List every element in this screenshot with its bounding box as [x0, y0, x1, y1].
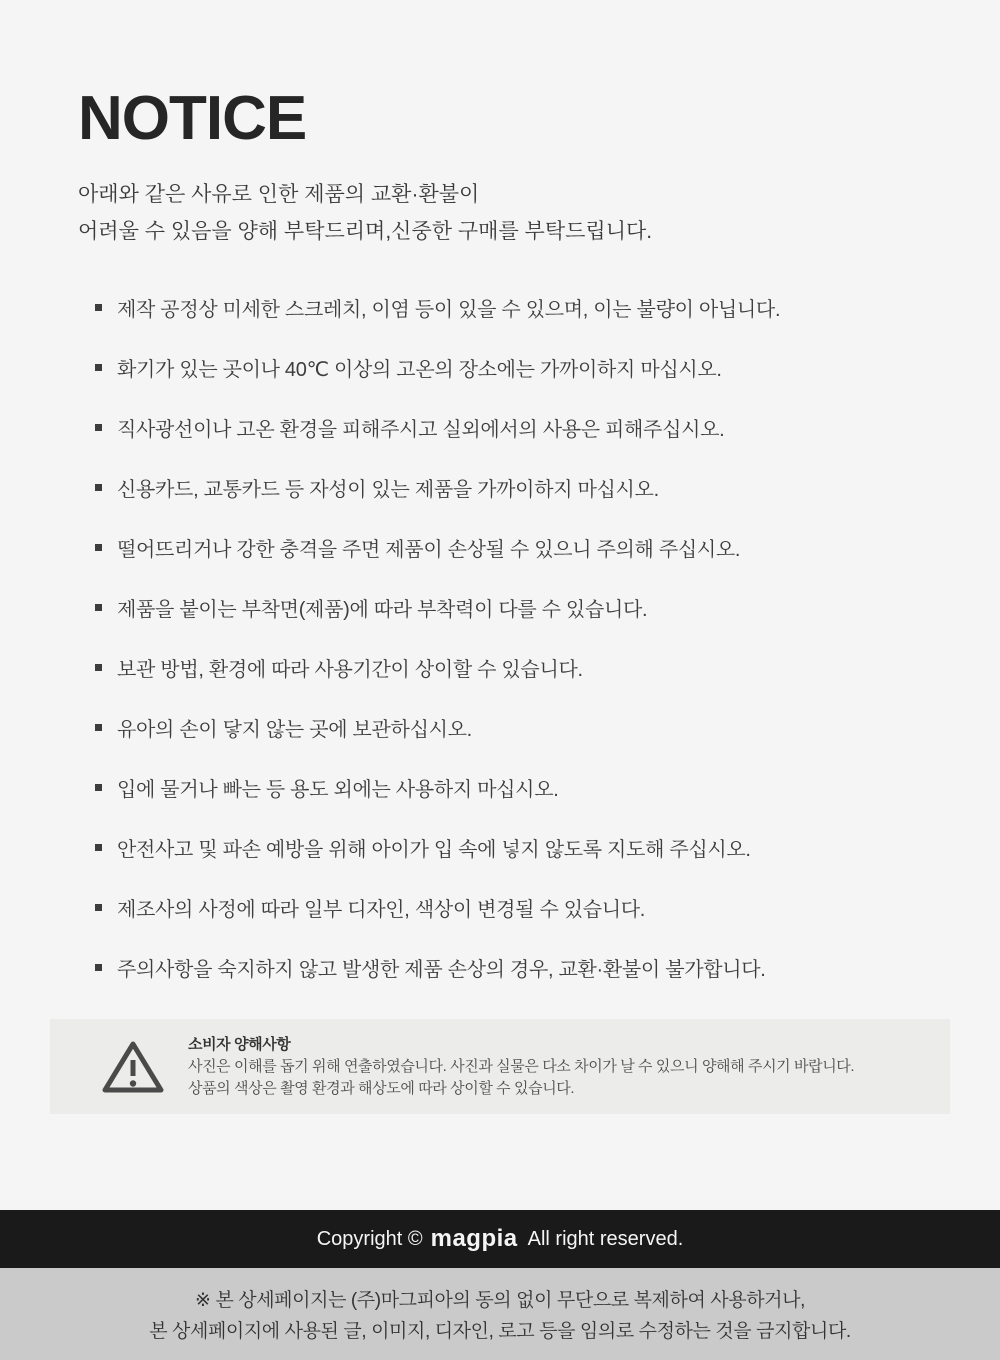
list-item	[95, 539, 940, 561]
notice-list	[95, 299, 940, 981]
list-item-text: 제품을 붙이는 부착면(제품)에 따라 부착력이 다를 수 있습니다.	[117, 599, 648, 621]
subtitle-line-2: 어려울 수 있음을 양해 부탁드리며,신중한 구매를 부탁드립니다.	[78, 220, 653, 243]
list-item	[95, 839, 940, 861]
page-subtitle	[78, 176, 1000, 250]
bullet-square-icon	[95, 364, 102, 371]
list-item-text: 신용카드, 교통카드 등 자성이 있는 제품을 가까이하지 마십시오.	[117, 479, 659, 501]
bullet-square-icon	[95, 544, 102, 551]
copyright-suffix: All right reserved.	[527, 1227, 684, 1250]
list-item	[95, 959, 940, 981]
disclaimer-title: 소비자 양해사항	[188, 1035, 291, 1053]
bullet-square-icon	[95, 904, 102, 911]
bullet-square-icon	[95, 604, 102, 611]
consumer-disclaimer-box	[50, 1019, 950, 1114]
list-item-text: 제작 공정상 미세한 스크레치, 이염 등이 있을 수 있으며, 이는 불량이 아닙니다.	[117, 299, 781, 321]
list-item-text: 직사광선이나 고온 환경을 피해주시고 실외에서의 사용은 피해주십시오.	[117, 419, 725, 441]
list-item	[95, 359, 940, 381]
bullet-square-icon	[95, 304, 102, 311]
bullet-square-icon	[95, 964, 102, 971]
subtitle-line-1: 아래와 같은 사유로 인한 제품의 교환·환불이	[78, 183, 480, 206]
bullet-square-icon	[95, 844, 102, 851]
list-item-text: 떨어뜨리거나 강한 충격을 주면 제품이 손상될 수 있으니 주의해 주십시오.	[117, 539, 741, 561]
list-item	[95, 419, 940, 441]
disclaimer-line-2: 상품의 색상은 촬영 환경과 해상도에 따라 상이할 수 있습니다.	[188, 1079, 575, 1097]
disclaimer-text	[188, 1034, 854, 1100]
bullet-square-icon	[95, 784, 102, 791]
warning-triangle-icon	[100, 1039, 166, 1095]
list-item	[95, 779, 940, 801]
footer-line-1: ※ 본 상세페이지는 (주)마그피아의 동의 없이 무단으로 복제하여 사용하거나,	[195, 1290, 805, 1311]
list-item	[95, 719, 940, 741]
disclaimer-line-1: 사진은 이해를 돕기 위해 연출하였습니다. 사진과 실물은 다소 차이가 날 수 있으니 양해해 주시기 바랍니다.	[188, 1057, 855, 1075]
list-item-text: 제조사의 사정에 따라 일부 디자인, 색상이 변경될 수 있습니다.	[117, 899, 646, 921]
brand-logo: magpia	[430, 1225, 518, 1252]
list-item	[95, 659, 940, 681]
copyright-bar	[0, 1210, 1000, 1268]
page-title: NOTICE	[78, 84, 307, 153]
list-item-text: 주의사항을 숙지하지 않고 발생한 제품 손상의 경우, 교환·환불이 불가합니다.	[117, 959, 766, 981]
bullet-square-icon	[95, 664, 102, 671]
page-header	[0, 0, 1000, 250]
list-item-text: 유아의 손이 닿지 않는 곳에 보관하십시오.	[117, 719, 472, 741]
list-item	[95, 599, 940, 621]
list-item-text: 안전사고 및 파손 예방을 위해 아이가 입 속에 넣지 않도록 지도해 주십시오.	[117, 839, 751, 861]
list-item	[95, 479, 940, 501]
list-item-text: 보관 방법, 환경에 따라 사용기간이 상이할 수 있습니다.	[117, 659, 583, 681]
legal-footer	[0, 1268, 1000, 1360]
list-item	[95, 299, 940, 321]
bullet-square-icon	[95, 484, 102, 491]
bullet-square-icon	[95, 724, 102, 731]
list-item	[95, 899, 940, 921]
list-item-text: 입에 물거나 빠는 등 용도 외에는 사용하지 마십시오.	[117, 779, 559, 801]
list-item-text: 화기가 있는 곳이나 40℃ 이상의 고온의 장소에는 가까이하지 마십시오.	[117, 359, 722, 381]
bullet-square-icon	[95, 424, 102, 431]
copyright-prefix: Copyright ©	[316, 1227, 423, 1250]
footer-line-2: 본 상세페이지에 사용된 글, 이미지, 디자인, 로고 등을 임의로 수정하는 것을 금지합니다.	[149, 1321, 851, 1342]
